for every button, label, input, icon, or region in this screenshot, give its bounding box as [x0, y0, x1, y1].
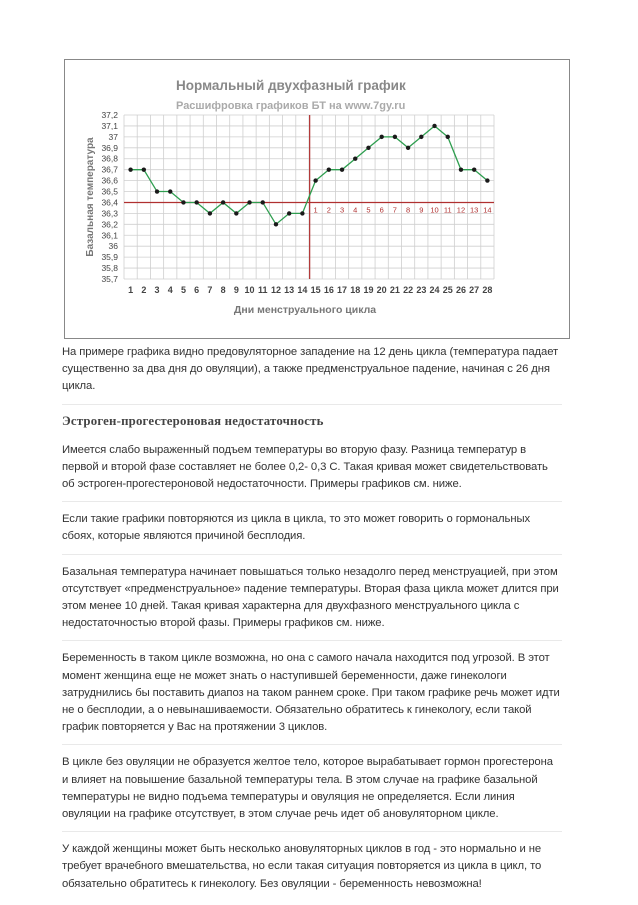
data-point — [274, 222, 278, 226]
paragraph-7: У каждой женщины может быть несколько ановуляторных циклов в год - это нормально и не требует врачебного вмешательства, но если такая ситуация повторяется из цикла в цикл, то обязательно обратитесь к гинекологу. Без овуляции - беременность невозможна! — [62, 843, 542, 890]
phase-day-label: 9 — [419, 205, 424, 215]
chart-title: Нормальный двухфазный график — [176, 78, 406, 93]
data-point — [340, 167, 344, 171]
bbt-chart-figure — [64, 59, 570, 339]
data-point — [208, 211, 212, 215]
data-point — [353, 157, 357, 161]
x-tick-label: 7 — [207, 285, 213, 295]
phase-day-label: 13 — [470, 205, 479, 215]
data-point — [313, 178, 317, 182]
data-point — [366, 146, 370, 150]
y-tick-label: 36,3 — [101, 208, 118, 219]
y-tick-label: 36,7 — [101, 164, 118, 175]
phase-day-label: 14 — [483, 205, 492, 215]
data-point — [432, 124, 436, 128]
data-point — [472, 167, 476, 171]
data-point — [300, 211, 304, 215]
paragraph-4: Базальная температура начинает повышаться только незадолго перед менструацией, при этом отсутствует «предменструальное» падение температуры. Вторая фаза цикла может длится при этом менее 10 дней. Такая кривая характерна для двухфазного менструального цикла с недостаточностью второй фазы. Примеры графиков см. ниже. — [62, 564, 562, 642]
data-point — [287, 211, 291, 215]
y-tick-label: 36,4 — [101, 197, 118, 208]
data-point — [221, 200, 225, 204]
phase-day-label: 3 — [339, 205, 345, 215]
data-point — [128, 167, 132, 171]
x-tick-label: 22 — [403, 285, 414, 295]
x-tick-label: 18 — [350, 285, 361, 295]
x-tick-label: 23 — [416, 285, 427, 295]
data-point — [261, 200, 265, 204]
y-tick-label: 36,8 — [101, 153, 118, 164]
data-point — [406, 146, 410, 150]
data-point — [419, 135, 423, 139]
data-point — [234, 211, 238, 215]
chart-subtitle: Расшифровка графиков БТ на www.7gy.ru — [176, 100, 406, 112]
paragraph-2: Имеется слабо выраженный подъем температуры во вторую фазу. Разница температур в первой и второй фазе составляет не более 0,2- 0,3 С. Такая кривая может свидетельствовать об эстроген-прогестероновой недостаточности. Примеры графиков см. ниже. — [62, 442, 562, 503]
x-tick-label: 15 — [310, 285, 321, 295]
y-tick-label: 36 — [108, 241, 118, 252]
x-tick-label: 2 — [141, 285, 147, 295]
x-tick-label: 10 — [244, 285, 255, 295]
phase-day-label: 4 — [353, 205, 358, 215]
chart-caption-paragraph: На примере графика видно предовуляторное западение на 12 день цикла (температура падает существенно за два дня до овуляции), а также предменструальное падение, начиная с 26 дня цикла. — [62, 344, 562, 405]
y-tick-label: 35,7 — [101, 274, 118, 284]
x-tick-label: 16 — [323, 285, 334, 295]
x-tick-label: 5 — [180, 285, 186, 295]
y-tick-label: 36,9 — [101, 142, 118, 153]
y-tick-label: 37,2 — [101, 110, 118, 120]
data-point — [142, 167, 146, 171]
bbt-chart — [64, 59, 570, 339]
x-tick-label: 28 — [482, 285, 493, 295]
y-tick-label: 36,1 — [101, 230, 118, 241]
y-axis-label: Базальная температура — [85, 137, 96, 257]
data-point — [485, 178, 489, 182]
x-tick-label: 6 — [194, 285, 200, 295]
phase-day-label: 7 — [392, 205, 397, 215]
x-tick-label: 3 — [154, 285, 160, 295]
x-tick-label: 1 — [128, 285, 134, 295]
x-tick-label: 20 — [376, 285, 387, 295]
x-tick-label: 11 — [257, 285, 268, 295]
paragraph-5: Беременность в таком цикле возможна, но она с самого начала находится под угрозой. В этот момент женщина еще не может знать о наступившей беременности, даже гинекологи затруднились бы поставить диапоз на таком раннем сроке. При таком графике речь может идти не о бесплодии, а о невынашиваемости. Обязательно обратитесь к гинекологу, если такой график повторяется у Вас на протяжении 3 циклов. — [62, 650, 562, 745]
paragraph-3: Если такие графики повторяются из цикла в цикла, то это может говорить о гормональных сбоях, которые являются причиной бесплодия. — [62, 511, 562, 554]
x-tick-label: 4 — [167, 285, 173, 295]
phase-day-label: 8 — [406, 205, 411, 215]
data-point — [379, 135, 383, 139]
y-tick-label: 36,5 — [101, 186, 118, 197]
data-point — [155, 189, 159, 193]
x-tick-label: 21 — [389, 285, 400, 295]
phase-day-label: 5 — [366, 205, 371, 215]
data-point — [247, 200, 251, 204]
y-tick-label: 36,6 — [101, 175, 118, 186]
x-tick-label: 13 — [284, 285, 295, 295]
y-tick-label: 37,1 — [101, 120, 118, 131]
article-text — [62, 344, 562, 905]
x-tick-label: 9 — [233, 285, 239, 295]
x-tick-label: 17 — [337, 285, 348, 295]
data-point — [194, 200, 198, 204]
y-tick-label: 35,8 — [101, 263, 118, 274]
phase-day-label: 11 — [443, 205, 452, 215]
data-point — [459, 167, 463, 171]
x-tick-label: 24 — [429, 285, 440, 295]
phase-day-label: 12 — [456, 205, 466, 215]
x-tick-label: 25 — [442, 285, 453, 295]
x-tick-labels — [128, 285, 492, 295]
phase-day-label: 2 — [326, 205, 331, 215]
phase-day-label: 10 — [430, 205, 439, 215]
x-tick-label: 8 — [220, 285, 226, 295]
x-axis-label: Дни менструального цикла — [233, 304, 377, 316]
y-tick-label: 35,9 — [101, 252, 118, 263]
y-tick-label: 37 — [108, 131, 118, 142]
data-point — [327, 167, 331, 171]
x-tick-label: 12 — [270, 285, 281, 295]
phase-day-label: 6 — [379, 205, 384, 215]
data-point — [446, 135, 450, 139]
x-tick-label: 19 — [363, 285, 374, 295]
phase-day-label: 1 — [313, 205, 318, 215]
x-tick-label: 26 — [455, 285, 466, 295]
data-point — [181, 200, 185, 204]
x-tick-label: 14 — [297, 285, 308, 295]
data-point — [393, 135, 397, 139]
section-heading: Эстроген-прогестероновая недостаточность — [62, 413, 324, 428]
x-tick-label: 27 — [469, 285, 480, 295]
y-tick-label: 36,2 — [101, 219, 118, 230]
paragraph-6: В цикле без овуляции не образуется желтое тело, которое вырабатывает гормон прогестерона и влияет на повышение базальной температуры тела. В этом случае на графике базальной температуры не видно подъема температуры и овуляция не определяется. Если линия овуляции на графике отсутствует, в этом случае речь идет об ановуляторном цикле. — [62, 754, 562, 832]
data-point — [168, 189, 172, 193]
